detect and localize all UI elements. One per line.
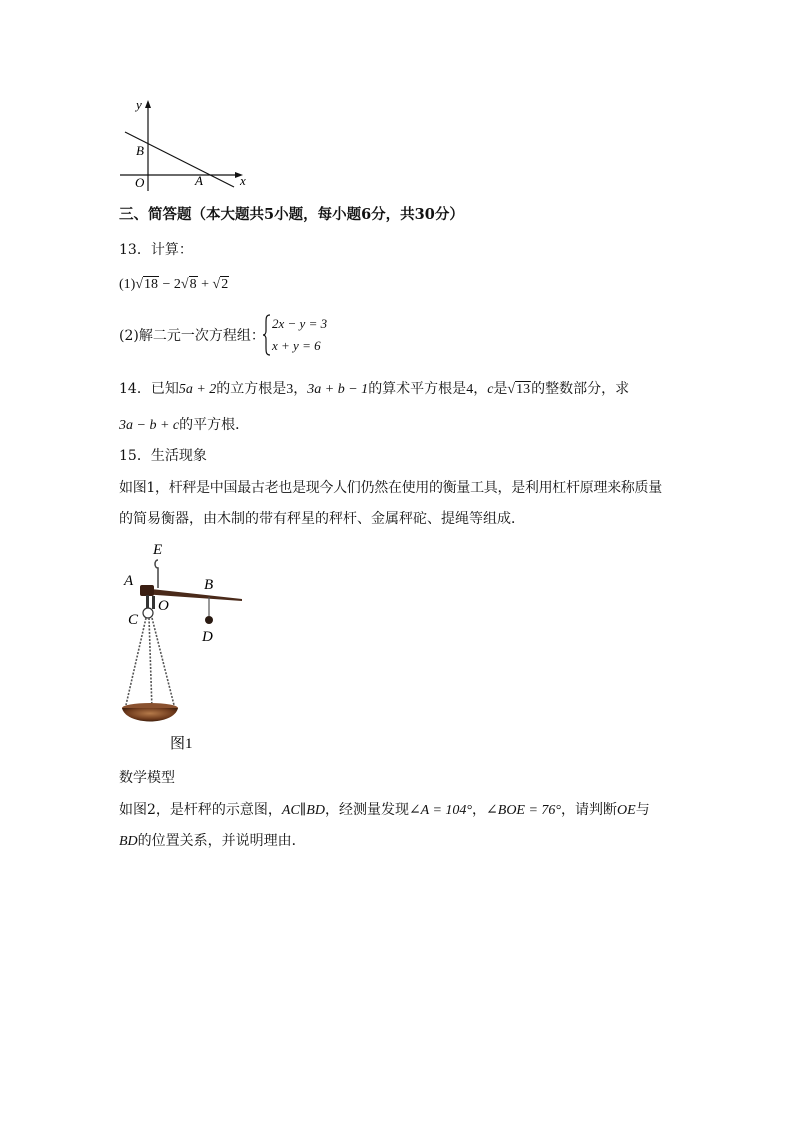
- steelyard-figure: [112, 540, 252, 755]
- radicand-18: 18: [144, 277, 159, 292]
- m-t4: 的位置关系，并说明理由．: [137, 833, 306, 849]
- label-O: O: [158, 598, 169, 614]
- label-x: x: [240, 173, 246, 188]
- left-brace-icon: [262, 314, 272, 356]
- q15-model-title: 数学模型: [119, 770, 175, 786]
- expr-3a-b-1: 3a + b − 1: [307, 382, 369, 397]
- segment-oe: OE: [617, 803, 636, 818]
- label-D: D: [202, 629, 213, 645]
- q14-line1: [119, 379, 629, 400]
- pivot-1: [146, 595, 149, 608]
- angle-boe: ∠BOE = 76°: [486, 803, 562, 818]
- chain-left: [126, 618, 146, 705]
- coordinate-graph: [110, 95, 255, 195]
- segment-bd: BD: [119, 834, 138, 849]
- label-A: A: [124, 573, 134, 589]
- chain-right: [152, 618, 174, 705]
- equation-2: x + y = 6: [272, 338, 321, 353]
- pan-bowl: [122, 708, 178, 722]
- section-title: 三、简答题（本大题共5小题，每小题6分，共30分）: [119, 206, 464, 223]
- label-B: B: [204, 577, 214, 593]
- q14-t5: 的平方根．: [179, 417, 250, 433]
- m-t1: ，经测量发现: [324, 802, 409, 818]
- q14-t2: 的算术平方根是: [368, 381, 467, 397]
- q13-part1: [119, 275, 229, 295]
- expr-3a-b-c: 3a − b + c: [119, 418, 180, 433]
- sqrt-icon: √: [212, 277, 221, 292]
- chain-mid: [149, 618, 152, 710]
- steelyard-beam: [142, 588, 242, 601]
- q15-model-line1: [119, 800, 650, 821]
- plus: +: [197, 277, 213, 292]
- q14-line2: [119, 415, 249, 436]
- pivot-2: [152, 596, 155, 609]
- q15-line1: 如图1，杆秤是中国最古老也是现今人们仍然在使用的衡量工具，是利用杠杆原理来称质量: [119, 480, 662, 496]
- sqrt-icon: √: [180, 277, 189, 292]
- sqrt-icon: √: [135, 277, 144, 292]
- q14-t3: 是: [493, 381, 508, 397]
- m-pre: 如图2，是杆秤的示意图，: [119, 802, 282, 818]
- var-c: c: [487, 382, 494, 397]
- q15-model-line2: [119, 831, 306, 852]
- expr-5a-plus-2: 5a + 2: [178, 382, 217, 397]
- value-4: 4: [466, 382, 474, 397]
- y-axis-arrow-icon: [145, 100, 151, 108]
- q14-pre: 14．已知: [119, 381, 179, 397]
- q14-t4: 的整数部分，求: [531, 381, 630, 397]
- ring-C: [143, 608, 153, 618]
- q14-c1: ，: [293, 381, 308, 397]
- angle-a: ∠A = 104°: [408, 803, 473, 818]
- radicand-2: 2: [221, 277, 229, 292]
- label-B: B: [136, 143, 144, 158]
- figure-caption: 图1: [170, 736, 193, 752]
- label-O: O: [135, 175, 145, 190]
- q13-stem: 13．计算：: [119, 242, 193, 258]
- label-A: A: [195, 173, 203, 188]
- equation-1: 2x − y = 3: [272, 316, 328, 331]
- beam-head: [140, 585, 154, 596]
- minus-two: − 2: [159, 277, 181, 292]
- q14-t1: 的立方根是: [216, 381, 287, 397]
- expr-ac-parallel-bd: AC∥BD: [281, 803, 325, 818]
- hook-icon: [155, 560, 158, 588]
- q14-c2: ，: [473, 381, 488, 397]
- radicand-8: 8: [189, 277, 197, 292]
- m-t3: 与: [635, 802, 650, 818]
- q13-part2-label: (2)解二元一次方程组：: [119, 328, 265, 344]
- radicand-13: 13: [516, 382, 531, 397]
- value-3: 3: [286, 382, 294, 397]
- label-E: E: [153, 542, 163, 558]
- sqrt-icon: √: [507, 382, 516, 397]
- label-y: y: [136, 97, 142, 112]
- q15-line2: 的简易衡器，由木制的带有秤星的秤杆、金属秤砣、提绳等组成．: [119, 511, 525, 527]
- q15-title: 15．生活现象: [119, 448, 207, 464]
- m-t2: ，请判断: [561, 802, 618, 818]
- label-C: C: [128, 612, 139, 628]
- weight: [205, 616, 213, 624]
- q13-p1-label: (1): [119, 277, 136, 292]
- m-c: ，: [472, 802, 487, 818]
